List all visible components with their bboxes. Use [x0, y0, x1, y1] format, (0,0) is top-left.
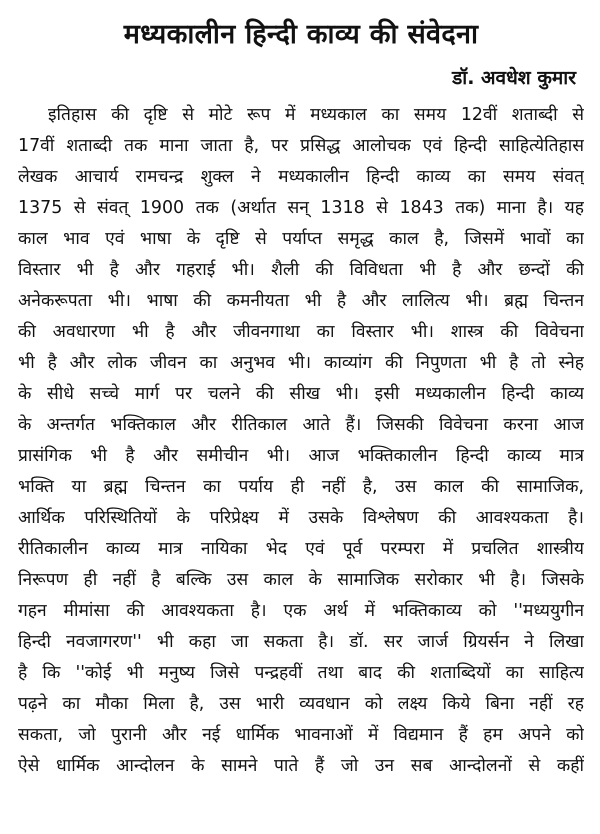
text-line: सकता, जो पुरानी और नई धार्मिक भावनाओं में विद्यमान हैं हम अपने को — [18, 725, 584, 745]
text-line: की अवधारणा भी है और जीवनगाथा का विस्तार भी। शास्त्र की विवेचना — [18, 322, 584, 342]
text-line: विस्तार भी है और गहराई भी। शैली की विविधता भी है और छन्दों की — [18, 260, 584, 280]
text-line: रीतिकालीन काव्य मात्र नायिका भेद एवं पूर्व परम्परा में प्रचलित शास्त्रीय — [18, 539, 584, 559]
text-line: भी है और लोक जीवन का अनुभव भी। काव्यांग की निपुणता भी है तो स्नेह — [18, 353, 584, 373]
text-line: लेखक आचार्य रामचन्द्र शुक्ल ने मध्यकालीन हिन्दी काव्य का समय संवत् — [18, 167, 584, 187]
text-line: काल भाव एवं भाषा के दृष्टि से पर्याप्त समृद्ध काल है, जिसमें भावों का — [18, 229, 584, 249]
body-paragraph — [18, 100, 584, 782]
text-line: 17वीं शताब्दी तक माना जाता है, पर प्रसिद्ध आलोचक एवं हिन्दी साहित्येतिहास — [18, 136, 584, 156]
text-line: गहन मीमांसा की आवश्यकता है। एक अर्थ में भक्तिकाव्य को ''मध्ययुगीन — [18, 601, 584, 621]
text-line: 1375 से संवत् 1900 तक (अर्थात सन् 1318 से 1843 तक) माना है। यह — [18, 198, 584, 218]
page-title: मध्यकालीन हिन्दी काव्य की संवेदना — [123, 19, 479, 50]
text-line: अनेकरूपता भी। भाषा की कमनीयता भी है और लालित्य भी। ब्रह्म चिन्तन — [18, 291, 584, 311]
text-line: ऐसे धार्मिक आन्दोलन के सामने पाते हैं जो उन सब आन्दोलनों से कहीं — [18, 756, 584, 776]
text-line: निरूपण ही नहीं है बल्कि उस काल के सामाजिक सरोकार भी है। जिसके — [18, 570, 584, 590]
text-line: हिन्दी नवजागरण'' भी कहा जा सकता है। डॉ. सर जार्ज ग्रियर्सन ने लिखा — [18, 632, 584, 652]
text-line: पढ़ने का मौका मिला है, उस भारी व्यवधान को लक्ष्य किये बिना नहीं रह — [18, 694, 584, 714]
text-line: भक्ति या ब्रह्म चिन्तन का पर्याय ही नहीं है, उस काल की सामाजिक, — [18, 477, 584, 497]
text-line: के सीधे सच्चे मार्ग पर चलने की सीख भी। इसी मध्यकालीन हिन्दी काव्य — [18, 384, 584, 404]
text-line: आर्थिक परिस्थितियों के परिप्रेक्ष्य में उसके विश्लेषण की आवश्यकता है। — [18, 508, 584, 528]
author-name: डॉ. अवधेश कुमार — [452, 67, 576, 89]
text-line: है कि ''कोई भी मनुष्य जिसे पन्द्रहवीं तथा बाद की शताब्दियों का साहित्य — [18, 663, 584, 683]
text-line: प्रासंगिक भी है और समीचीन भी। आज भक्तिकालीन हिन्दी काव्य मात्र — [18, 446, 584, 466]
text-line: इतिहास की दृष्टि से मोटे रूप में मध्यकाल का समय 12वीं शताब्दी से — [48, 105, 584, 125]
text-line: के अन्तर्गत भक्तिकाल और रीतिकाल आते हैं। जिसकी विवेचना करना आज — [18, 415, 584, 435]
